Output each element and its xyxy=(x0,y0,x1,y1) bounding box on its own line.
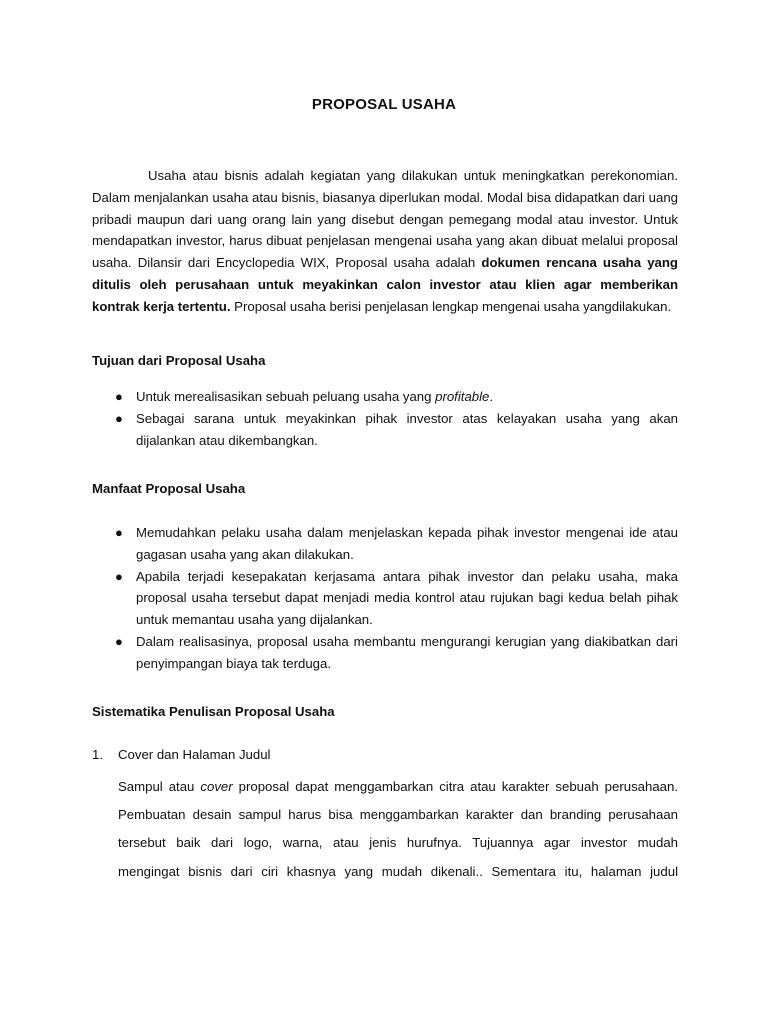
sampul-line: tersebut baik dari logo, warna, atau jenis hurufnya. Tujuannya agar investor mudah xyxy=(118,835,678,851)
document-title: PROPOSAL USAHA xyxy=(311,96,457,113)
bullet-icon: ● xyxy=(115,389,123,404)
manfaat-item-text: Apabila terjadi kesepakatan kerjasama antara pihak investor dan pelaku usaha, maka proposal usaha tersebut dapat menjadi media kontrol atau rujukan bagi kedua belah pihak untuk memantau usaha yang dijalankan. xyxy=(136,568,678,628)
bullet-icon: ● xyxy=(115,410,123,426)
list-item xyxy=(92,408,678,452)
list-item xyxy=(92,566,678,631)
intro-text-bold: dokumen rencana usaha yang ditulis oleh perusahaan untuk meyakinkan calon investor atau klien agar memberikan kontrak kerja tertentu. xyxy=(92,255,678,314)
intro-text-part1: Usaha atau bisnis adalah kegiatan yang dilakukan untuk meningkatkan perekonomian. Dalam menjalankan usaha atau bisnis, biasanya diperlukan modal. Modal bisa didapatkan dari uang pribadi maupun dari uang orang lain yang disebut dengan pemegang modal atau investor. Untuk mendapatkan investor, harus dibuat penjelasan mengenai usaha yang akan dibuat melalui proposal usaha. Dilansir dari Encyclopedia WIX, Proposal usaha adalah xyxy=(92,168,678,271)
tujuan-list xyxy=(92,386,678,451)
tujuan-item-text: Sebagai sarana untuk meyakinkan pihak investor atas kelayakan usaha yang akan dijalankan atau dikembangkan. xyxy=(136,410,678,448)
list-item xyxy=(92,386,678,408)
sampul-line xyxy=(118,773,678,801)
sampul-text: Sampul atau xyxy=(118,779,201,794)
sampul-text: proposal dapat menggambarkan citra atau karakter sebuah perusahaan. xyxy=(232,779,678,794)
heading-tujuan: Tujuan dari Proposal Usaha xyxy=(92,353,266,368)
manfaat-item-text: Dalam realisasinya, proposal usaha membantu mengurangi kerugian yang diakibatkan dari penyimpangan biaya tak terduga. xyxy=(136,633,678,671)
tujuan-item-italic: profitable xyxy=(435,389,490,404)
sampul-line: mengingat bisnis dari ciri khasnya yang mudah dikenali.. Sementara itu, halaman judul xyxy=(118,863,678,879)
bullet-icon: ● xyxy=(115,633,123,649)
intro-paragraph xyxy=(92,165,678,318)
item-number: 1. xyxy=(92,747,103,762)
item-title: Cover dan Halaman Judul xyxy=(118,747,271,762)
bullet-icon: ● xyxy=(115,568,123,584)
manfaat-list xyxy=(92,522,678,675)
list-item xyxy=(92,631,678,675)
sampul-line: Pembuatan desain sampul harus bisa menggambarkan karakter dan branding perusahaan xyxy=(118,807,678,823)
intro-text-part2: Proposal usaha berisi penjelasan lengkap mengenai usaha yangdilakukan. xyxy=(230,298,672,314)
sampul-italic: cover xyxy=(200,779,233,794)
list-item xyxy=(92,522,678,566)
manfaat-item-text: Memudahkan pelaku usaha dalam menjelaskan kepada pihak investor mengenai ide atau gagasan usaha yang akan dilakukan. xyxy=(136,525,678,562)
bullet-icon: ● xyxy=(115,525,123,540)
heading-manfaat: Manfaat Proposal Usaha xyxy=(92,481,246,496)
tujuan-item-text: Untuk merealisasikan sebuah peluang usaha yang xyxy=(136,389,436,404)
tujuan-item-suffix: . xyxy=(489,389,494,404)
heading-sistematika: Sistematika Penulisan Proposal Usaha xyxy=(92,704,335,719)
numbered-item-cover xyxy=(92,744,270,765)
sampul-paragraph xyxy=(118,773,678,886)
